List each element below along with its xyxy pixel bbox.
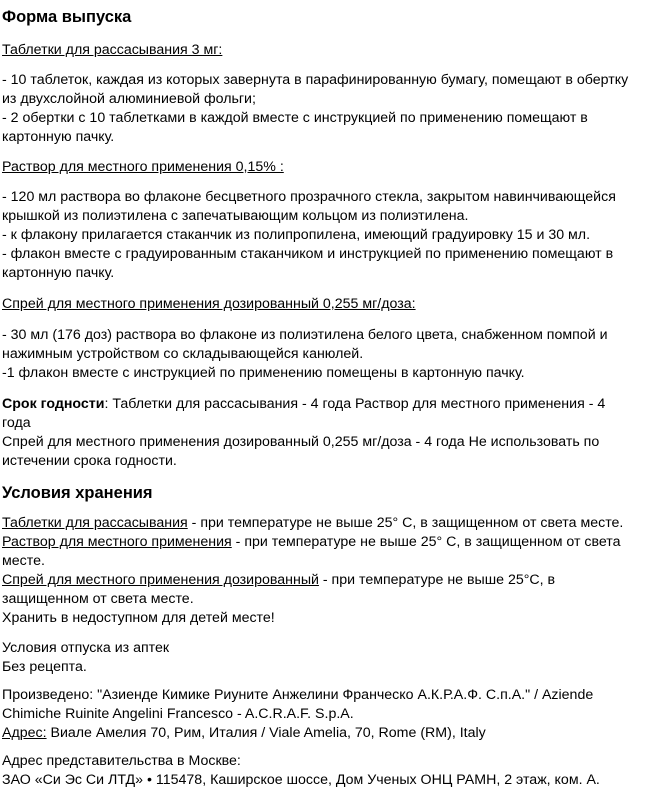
solution-heading: Раствор для местного применения 0,15% : [2, 159, 284, 175]
manufacturer-line-2: Chimiche Ruinite Angelini Francesco - A.C.R.A.F. S.p.A. [2, 706, 354, 722]
manufacturer-line-1: Произведено: "Азиенде Кимике Риуните Анжелини Франческо А.К.Р.А.Ф. С.п.А." / Aziende [2, 687, 594, 703]
storage-spray-line [2, 571, 652, 590]
manufacturer-block [2, 686, 652, 743]
solution-line-2: крышкой из полиэтилена с запечатывающим кольцом из полиэтилена. [2, 208, 469, 224]
shelf-life-line-1 [2, 395, 652, 414]
tablets-line-4: картонную пачку. [2, 129, 115, 145]
shelf-life-line-2: года [2, 415, 31, 431]
spray-line-3: -1 флакон вместе с инструкцией по применению помещены в картонную пачку. [2, 365, 525, 381]
shelf-life-block [2, 395, 652, 471]
solution-block [2, 158, 652, 283]
solution-line-1: - 120 мл раствора во флаконе бесцветного прозрачного стекла, закрытом навинчивающейся [2, 189, 616, 205]
storage-solution-label: Раствор для местного применения [2, 534, 232, 550]
spray-heading: Спрей для местного применения дозированный 0,255 мг/доза: [2, 296, 416, 312]
spray-line-1: - 30 мл (176 доз) раствора во флаконе из полиэтилена белого цвета, снабженном помпой и [2, 327, 608, 343]
storage-solution-text: - при температуре не выше 25° С, в защищенном от света [231, 534, 621, 550]
dispensing-line-1: Условия отпуска из аптек [2, 640, 170, 656]
solution-line-5: картонную пачку. [2, 265, 115, 281]
storage-tablets-text: - при температуре не выше 25° С, в защищенном от света месте. [187, 515, 624, 531]
storage-tablets-line [2, 514, 652, 533]
shelf-life-text: : Таблетки для рассасывания - 4 года Раствор для местного применения - 4 [104, 396, 606, 412]
tablets-line-1: - 10 таблеток, каждая из которых завернута в парафинированную бумагу, помещают в обертку [2, 72, 629, 88]
storage-spray-line-2: защищенном от света месте. [2, 591, 194, 607]
tablets-heading: Таблетки для рассасывания 3 мг: [2, 42, 223, 58]
storage-spray-label: Спрей для местного применения дозированный [2, 572, 319, 588]
storage-solution-line [2, 533, 652, 552]
moscow-line-2: ЗАО «Си Эс Си ЛТД» • 115478, Каширское шоссе, Дом Ученых ОНЦ РАМН, 2 этаж, ком. А. [2, 772, 600, 788]
tablets-line-2: из двухслойной алюминиевой фольги; [2, 91, 256, 107]
dispensing-block [2, 639, 652, 677]
dispensing-line-2: Без рецепта. [2, 659, 87, 675]
shelf-life-line-4: истечении срока годности. [2, 453, 177, 469]
tablets-line-3: - 2 обертки с 10 таблетками в каждой вместе с инструкцией по применению помещают в [2, 110, 588, 126]
section-title-release-form: Форма выпуска [2, 8, 132, 26]
storage-tablets-label: Таблетки для рассасывания [2, 515, 188, 531]
shelf-life-line-3: Спрей для местного применения дозированный 0,255 мг/доза - 4 года Не использовать по [2, 434, 600, 450]
manufacturer-address-line [2, 724, 652, 743]
storage-children-line: Хранить в недоступном для детей месте! [2, 610, 275, 626]
solution-line-4: - флакон вместе с градуированным стаканчиком и инструкцией по применению помещают в [2, 246, 614, 262]
moscow-line-1: Адрес представительства в Москве: [2, 753, 241, 769]
moscow-block [2, 752, 652, 790]
storage-block [2, 514, 652, 628]
spray-block [2, 295, 652, 383]
storage-solution-line-2: месте. [2, 553, 45, 569]
tablets-block [2, 41, 652, 147]
spray-line-2: нажимным устройством со складывающейся канюлей. [2, 346, 364, 362]
storage-spray-text: - при температуре не выше 25°С, в [318, 572, 556, 588]
manufacturer-address-label: Адрес: [2, 725, 47, 741]
manufacturer-address-text: Виале Амелия 70, Рим, Италия / Viale Amelia, 70, Rome (RM), Italy [46, 725, 486, 741]
solution-line-3: - к флакону прилагается стаканчик из полипропилена, имеющий градуировку 15 и 30 мл. [2, 227, 591, 243]
section-title-storage: Условия хранения [2, 484, 153, 502]
shelf-life-label: Срок годности [2, 396, 105, 412]
